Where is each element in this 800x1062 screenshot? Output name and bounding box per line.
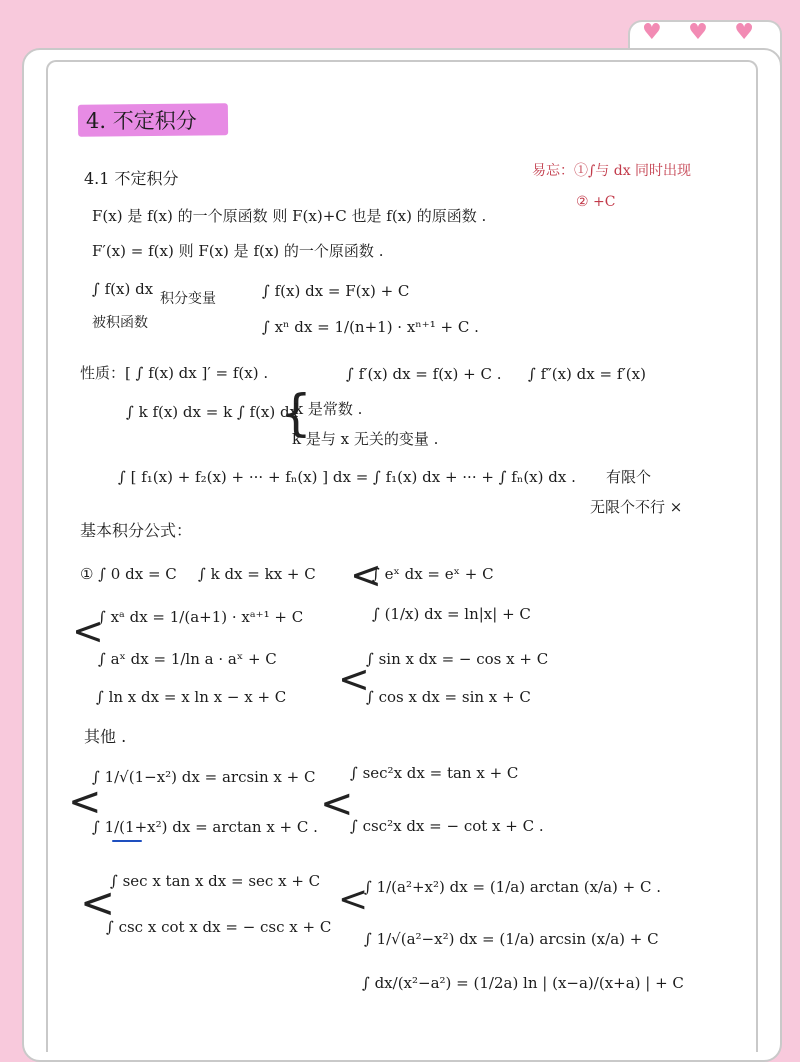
other-formulas-heading: 其他 . <box>84 727 127 746</box>
formula-reciprocal: ∫ (1/x) dx = ln|x| + C <box>372 605 531 623</box>
formula-arcsin: ∫ 1/√(1−x²) dx = arcsin x + C <box>92 768 316 786</box>
formula-arcsin-general: ∫ 1/√(a²−x²) dx = (1/a) arcsin (x/a) + C <box>364 930 659 948</box>
formula-arctan: ∫ 1/(1+x²) dx = arctan x + C . <box>92 818 318 836</box>
formula-sine: ∫ sin x dx = − cos x + C <box>366 650 549 668</box>
angle-bracket-symbol: < <box>320 781 354 827</box>
angle-bracket-symbol: < <box>338 879 369 920</box>
finite-terms-note: 有限个 <box>606 468 652 486</box>
angle-bracket-symbol: < <box>72 609 104 653</box>
formula-sec-squared: ∫ sec²x dx = tan x + C <box>350 764 519 782</box>
infinite-terms-note: 无限个不行 × <box>590 498 683 516</box>
reminder-note-line2: ② +C <box>576 194 616 210</box>
formula-cosine: ∫ cos x dx = sin x + C <box>366 688 531 706</box>
reminder-note-line1: 易忘：①∫与 dx 同时出现 <box>532 163 692 179</box>
brace-symbol: { <box>280 384 312 442</box>
heart-icon: ♥ <box>734 20 754 45</box>
page-title: 4. 不定积分 <box>86 109 197 133</box>
formula-logarithm: ∫ ln x dx = x ln x − x + C <box>96 688 287 706</box>
heart-decorations <box>642 22 754 44</box>
section-heading: 4.1 不定积分 <box>84 169 179 188</box>
integration-variable-label: 积分变量 <box>160 291 216 307</box>
constant-condition-1: k 是常数 . <box>294 400 363 418</box>
angle-bracket-symbol: < <box>68 779 102 825</box>
formula-csc-squared: ∫ csc²x dx = − cot x + C . <box>350 817 544 835</box>
basic-formulas-heading: 基本积分公式： <box>80 521 193 540</box>
formula-exponential-a: ∫ aˣ dx = 1/ln a · aˣ + C <box>98 650 277 668</box>
power-rule-formula: ∫ xⁿ dx = 1/(n+1) · xⁿ⁺¹ + C . <box>262 318 479 336</box>
formula-arctan-general: ∫ 1/(a²+x²) dx = (1/a) arctan (x/a) + C . <box>364 878 662 896</box>
definition-line-1: F(x) 是 f(x) 的一个原函数 则 F(x)+C 也是 f(x) 的原函数 . <box>92 207 487 225</box>
formula-log-fraction: ∫ dx/(x²−a²) = (1/2a) ln | (x−a)/(x+a) | + C <box>362 974 684 992</box>
property-constant-multiple: ∫ k f(x) dx = k ∫ f(x) dx <box>126 403 299 421</box>
formula-exponential-e: ∫ eˣ dx = eˣ + C <box>372 565 494 583</box>
formula-sec-tan: ∫ sec x tan x dx = sec x + C <box>110 872 321 890</box>
formula-zero: ① ∫ 0 dx = C <box>80 565 177 583</box>
property-derivative-of-integral: 性质：[ ∫ f(x) dx ]′ = f(x) . <box>80 364 269 382</box>
property-integral-of-derivative: ∫ f′(x) dx = f(x) + C . <box>346 365 502 383</box>
formula-power: ∫ xᵃ dx = 1/(a+1) · xᵃ⁺¹ + C <box>98 608 304 626</box>
constant-condition-2: k 是与 x 无关的变量 . <box>292 430 439 448</box>
integrand-label: 被积函数 <box>92 315 148 331</box>
definition-line-2: F′(x) = f(x) 则 F(x) 是 f(x) 的一个原函数 . <box>92 242 384 260</box>
formula-constant: ∫ k dx = kx + C <box>198 565 316 583</box>
property-second-derivative: ∫ f″(x) dx = f′(x) <box>528 365 646 383</box>
antiderivative-formula: ∫ f(x) dx = F(x) + C <box>262 282 410 300</box>
integral-notation: ∫ f(x) dx <box>92 280 154 298</box>
angle-bracket-symbol: < <box>350 553 382 597</box>
angle-bracket-symbol: < <box>338 657 370 701</box>
highlight-underline <box>112 840 142 842</box>
formula-csc-cot: ∫ csc x cot x dx = − csc x + C <box>106 918 332 936</box>
property-sum-rule: ∫ [ f₁(x) + f₂(x) + ··· + fₙ(x) ] dx = ∫ f₁(x) dx + ··· + ∫ fₙ(x) dx . <box>118 468 576 486</box>
heart-icon: ♥ <box>688 20 708 45</box>
heart-icon: ♥ <box>642 20 662 45</box>
angle-bracket-symbol: < <box>80 878 116 927</box>
